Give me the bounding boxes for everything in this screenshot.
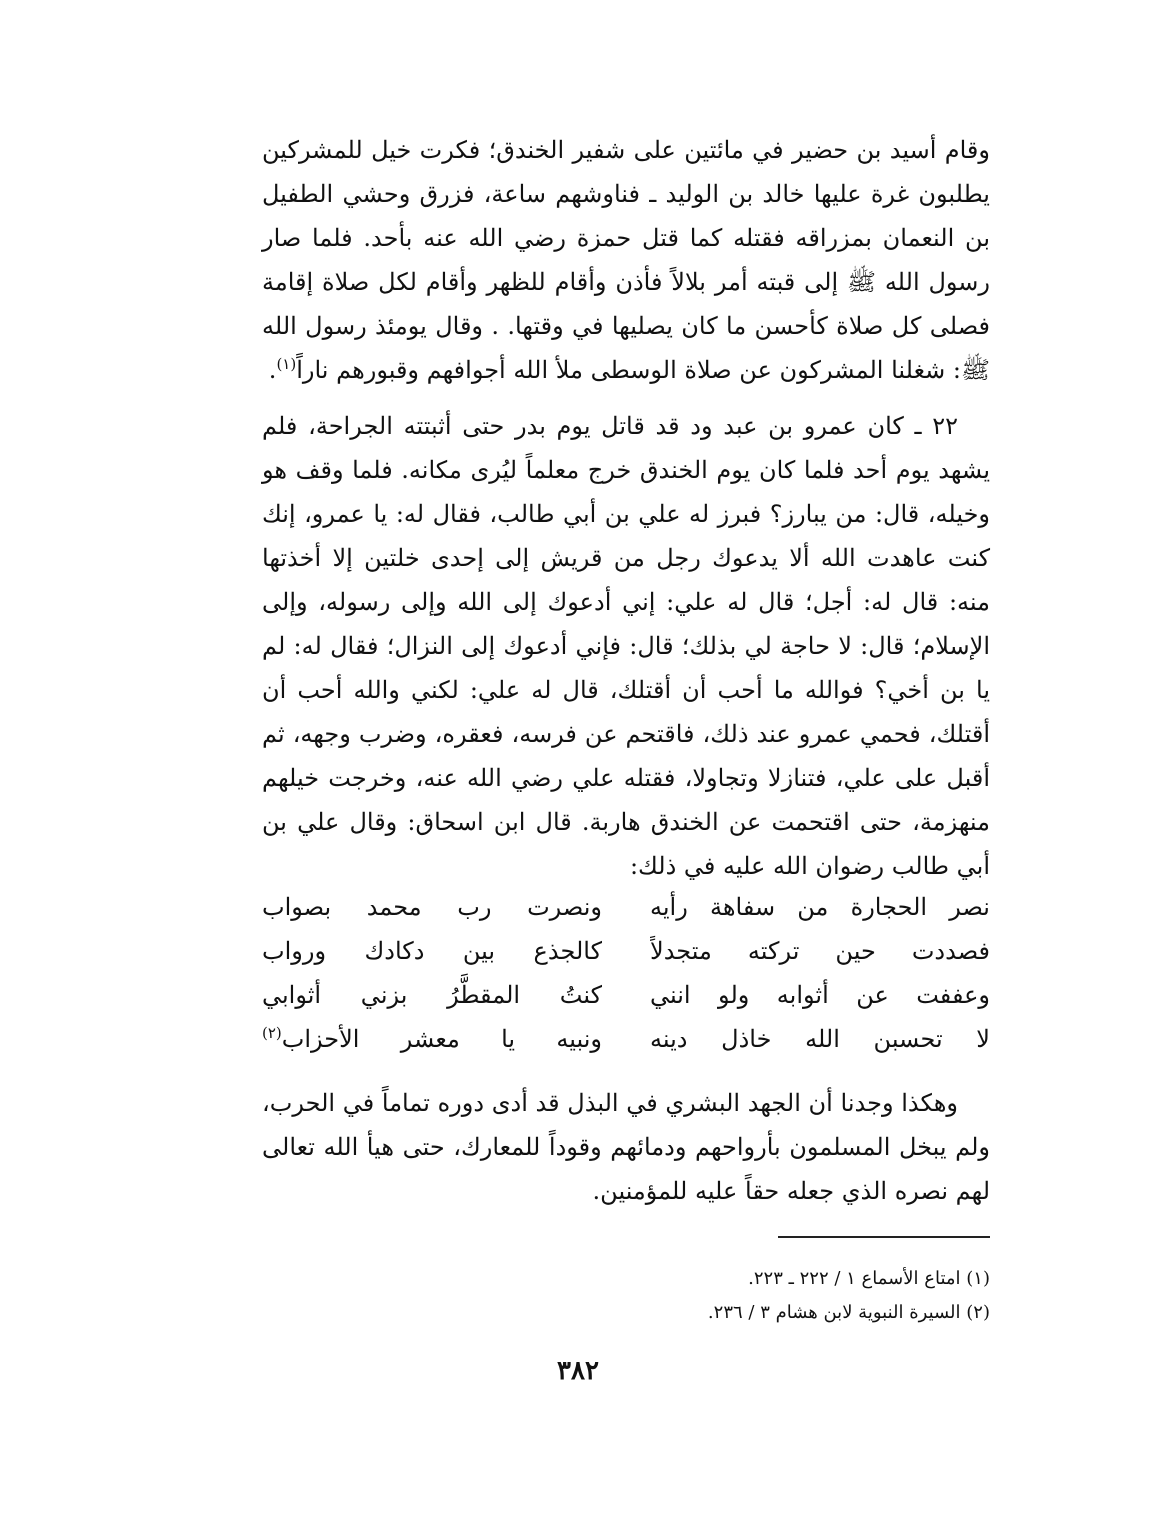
paragraph-3	[262, 1081, 990, 1213]
footnotes	[500, 1262, 990, 1330]
verse-second-hemistich: كنتُ المقطَّرُ بزني أثوابي	[262, 981, 602, 1009]
poem-verse	[262, 973, 990, 1017]
verse-second-hemistich: ونبيه يا معشر الأحزاب	[281, 1025, 602, 1053]
verse-second-hemistich-wrap	[262, 1017, 602, 1061]
poem-verse	[262, 885, 990, 929]
verse-second-hemistich: ونصرت رب محمد بصواب	[262, 893, 602, 921]
footnote-ref-1: (١)	[276, 355, 297, 373]
paragraph-2	[262, 404, 990, 888]
paragraph-1-text: وقام أسيد بن حضير في مائتين على شفير الخندق؛ فكرت خيل للمشركين يطلبون غرة عليها خالد بن الوليد ـ فناوشهم ساعة، فزرق وحشي الطفيل بن النعمان بمزراقه فقتله كما قتل حمزة رضي الله عنه بأحد. فلما صار رسول الله ﷺ إلى قبته أمر بلالاً فأذن وأقام للظهر وأقام لكل صلاة إقامة فصلى كل صلاة كأحسن ما كان يصليها في وقتها. . وقال يومئذ رسول الله ﷺ: شغلنا المشركون عن صلاة الوسطى ملأ الله أجوافهم وقبورهم ناراً	[262, 136, 990, 384]
paragraph-2-text: ٢٢ ـ كان عمرو بن عبد ود قد قاتل يوم بدر حتى أثبتته الجراحة، فلم يشهد يوم أحد فلما كان يوم الخندق خرج معلماً ليُرى مكانه. فلما وقف هو وخيله، قال: من يبارز؟ فبرز له علي بن أبي طالب، فقال له: يا عمرو، إنك كنت عاهدت الله ألا يدعوك رجل من قريش إلى إحدى خلتين إلا أخذتها منه: قال له: أجل؛ قال له علي: إني أدعوك إلى الله وإلى رسوله، وإلى الإسلام؛ قال: لا حاجة لي بذلك؛ قال: فإني أدعوك إلى النزال؛ فقال له: لم يا بن أخي؟ فوالله ما أحب أن أقتلك، قال له علي: لكني والله أحب أن أقتلك، فحمي عمرو عند ذلك، فاقتحم عن فرسه، فعقره، وضرب وجهه، ثم أقبل على علي، فتنازلا وتجاولا، فقتله علي رضي الله عنه، وخرجت خيلهم منهزمة، حتى اقتحمت عن الخندق هاربة. قال ابن اسحاق: وقال علي بن أبي طالب رضوان الله عليه في ذلك:	[262, 412, 991, 880]
poem-verse	[262, 929, 990, 973]
footnote-ref-2: (٢)	[262, 1024, 282, 1042]
poem	[262, 885, 990, 1061]
page-number: ٣٨٢	[557, 1356, 599, 1386]
verse-first-hemistich: فصددت حين تركته متجدلاً	[650, 937, 990, 965]
verse-second-hemistich: كالجذع بين دكادك ورواب	[262, 937, 602, 965]
footnote-1: (١) امتاع الأسماع ١ / ٢٢٢ ـ ٢٢٣.	[748, 1268, 990, 1289]
paragraph-1	[262, 128, 990, 392]
paragraph-1-end: .	[268, 356, 277, 384]
verse-first-hemistich: وعففت عن أثوابه ولو انني	[650, 981, 990, 1009]
paragraph-3-text: وهكذا وجدنا أن الجهد البشري في البذل قد أدى دوره تماماً في الحرب، ولم يبخل المسلمون بأرواحهم ودمائهم وقوداً للمعارك، حتى هيأ الله تعالى لهم نصره الذي جعله حقاً عليه للمؤمنين.	[262, 1089, 990, 1205]
footnote-divider	[778, 1236, 990, 1238]
footnote-2: (٢) السيرة النبوية لابن هشام ٣ / ٢٣٦.	[707, 1302, 990, 1323]
verse-first-hemistich: لا تحسبن الله خاذل دينه	[650, 1025, 990, 1053]
poem-verse	[262, 1017, 990, 1061]
verse-first-hemistich: نصر الحجارة من سفاهة رأيه	[650, 893, 990, 921]
